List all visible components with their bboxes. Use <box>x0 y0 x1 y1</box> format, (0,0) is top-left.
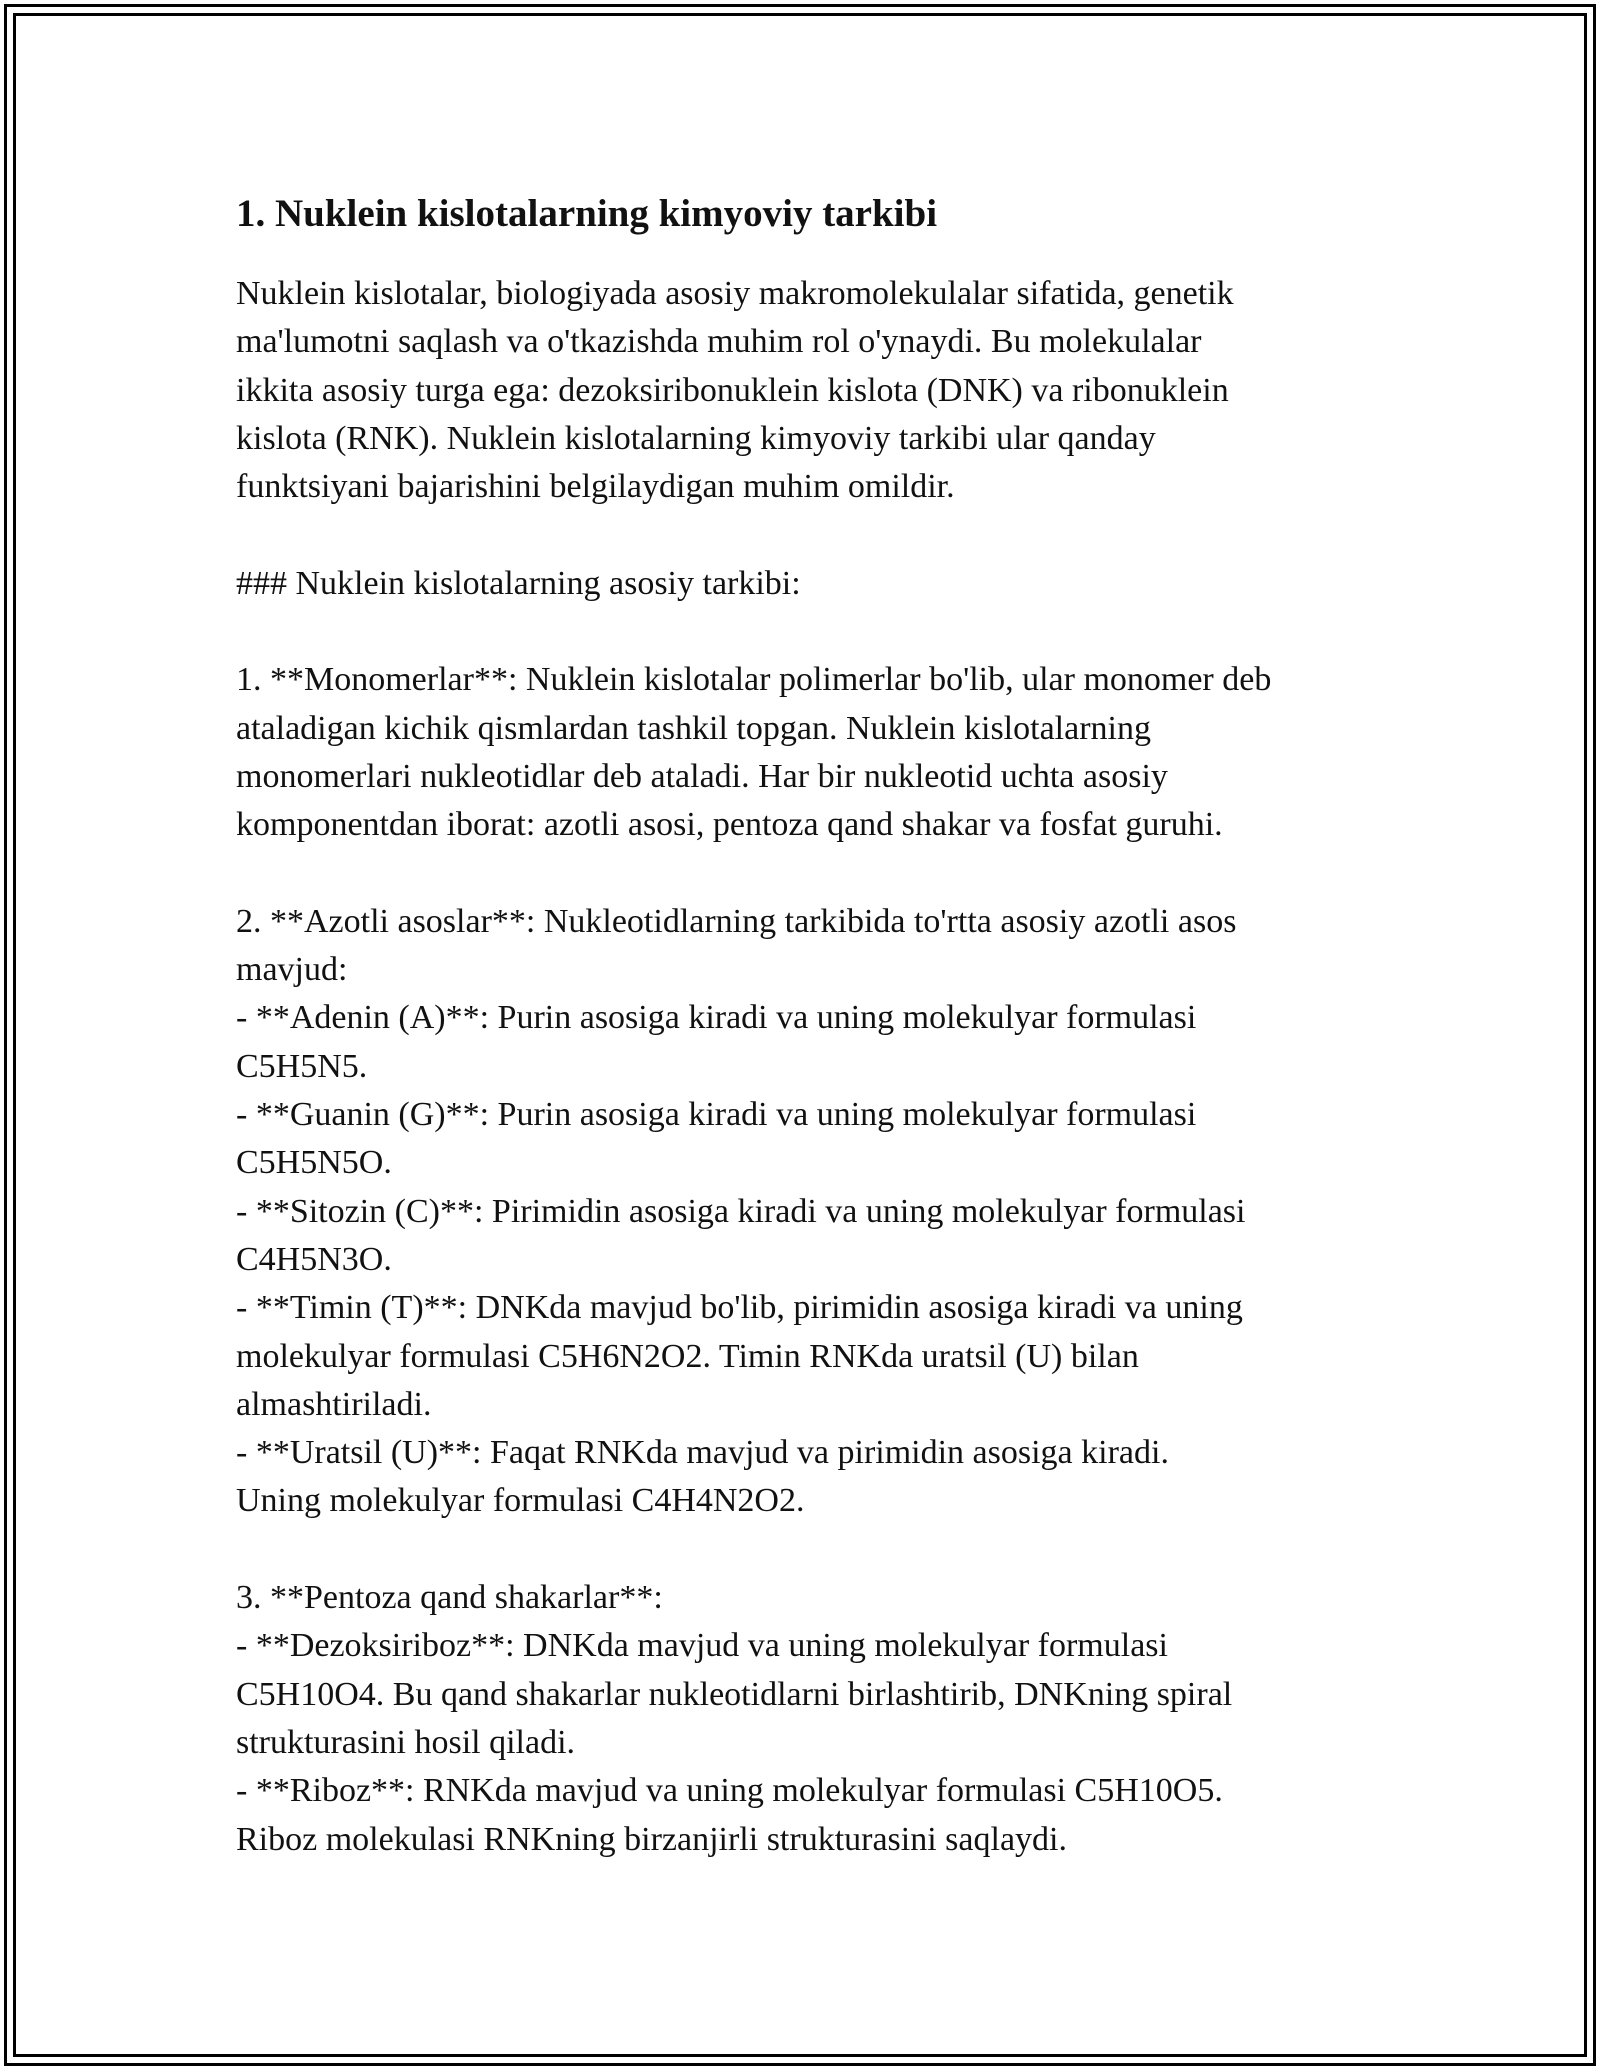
section-heading-text: ### Nuklein kislotalarning asosiy tarkibi: <box>236 564 801 602</box>
list-item-monomerlar: 1. **Monomerlar**: Nuklein kislotalar polimerlar bo'lib, ular monomer deb ataladigan kichik qismlardan tashkil topgan. Nuklein kislotalarning monomerlari nukleotidlar deb ataladi. Har bir nukleotid uchta asosiy komponentdan iborat: azotli asosi, pentoza qand shakar va fosfat guruhi. <box>236 661 1272 844</box>
intro-paragraph: Nuklein kislotalar, biologiyada asosiy makromolekulalar sifatida, genetik ma'lumotni saqlash va o'tkazishda muhim rol o'ynaydi. Bu molekulalar ikkita asosiy turga ega: dezoksiribonuklein kislota (DNK) va ribonuklein kislota (RNK). Nuklein kislotalarning kimyoviy tarkibi ular qanday funktsiyani bajarishini belgilaydigan muhim omildir. <box>236 275 1234 506</box>
list-item-pentoza: 3. **Pentoza qand shakarlar**: - **Dezoksiriboz**: DNKda mavjud va uning molekulyar formulasi C5H10O4. Bu qand shakarlar nukleotidlarni birlashtirib, DNKning spiral strukturasini hosil qiladi. - **Riboz**: RNKda mavjud va uning molekulyar formulasi C5H10O5. Riboz molekulasi RNKning birzanjirli strukturasini saqlaydi. <box>236 1579 1233 1858</box>
paragraph-spacer <box>236 511 1376 559</box>
list-item-azotli-asoslar: 2. **Azotli asoslar**: Nukleotidlarning tarkibida to'rtta asosiy azotli asos mavjud: - **Adenin (A)**: Purin asosiga kiradi va uning molekulyar formulasi C5H5N5. - **Guanin (G)**: Purin asosiga kiradi va uning molekulyar formulasi C5H5N5O. - **Sitozin (C)**: Pirimidin asosiga kiradi va uning molekulyar formulasi C4H5N3O. - **Timin (T)**: DNKda mavjud bo'lib, pirimidin asosiga kiradi va uning molekulyar formulasi C5H6N2O2. Timin RNKda uratsil (U) bilan almashtiriladi. - **Uratsil (U)**: Faqat RNKda mavjud va pirimidin asosiga kiradi. Uning molekulyar formulasi C4H4N2O2. <box>236 902 1246 1520</box>
document-title: 1. Nuklein kislotalarning kimyoviy tarkibi <box>236 192 938 235</box>
paragraph-spacer <box>236 850 1376 898</box>
paragraph-spacer <box>236 1526 1376 1574</box>
paragraph-spacer <box>236 608 1376 656</box>
document-body <box>236 188 1376 1864</box>
